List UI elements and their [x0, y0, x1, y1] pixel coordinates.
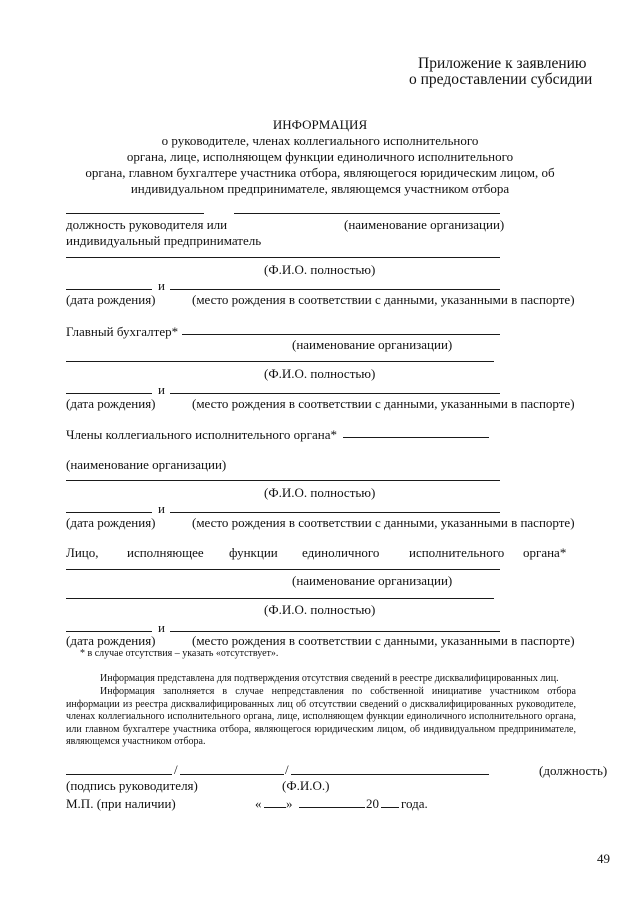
sole-exec-word-2: исполняющее [127, 545, 204, 560]
chief-accountant-birthdate-label: (дата рождения) [66, 396, 156, 411]
appendix-title-line1: Приложение к заявлению [418, 55, 587, 72]
sole-exec-word-3: функции [229, 545, 278, 560]
head-position-label-2: индивидуальный предприниматель [66, 233, 262, 248]
sole-exec-birthplace-field[interactable] [170, 631, 500, 632]
footnote: * в случае отсутствия – указать «отсутствует». [80, 648, 279, 659]
note-paragraph-2: Информация заполняется в случае непредставления по собственной инициативе участником отбора информации из реестра дисквалифицированных лиц об отсутствии сведений о дисквалифицированных руководителе, членах коллегиального исполнительного органа, лице, исполняющем функции единоличного исполнительного органа, или главном бухгалтере участника отбора, являющегося юридическим лицом, об индивидуальном предпринимателе, являющемся участником отбора. [66, 686, 576, 748]
board-members-birthplace-field[interactable] [170, 512, 500, 513]
chief-accountant-org-field[interactable] [182, 334, 500, 335]
form-subtitle-4: индивидуальном предпринимателе, являющемся участником отбора [130, 181, 510, 196]
sole-exec-birthplace-label: (место рождения в соответствии с данными, указанными в паспорте) [192, 633, 575, 648]
date-year-suffix: года. [401, 796, 428, 811]
head-birthdate-label: (дата рождения) [66, 292, 156, 307]
chief-accountant-birthplace-field[interactable] [170, 393, 500, 394]
board-members-fio-label: (Ф.И.О. полностью) [264, 485, 376, 500]
board-members-label: Члены коллегиального исполнительного органа* [66, 427, 338, 442]
head-birthplace-label: (место рождения в соответствии с данными, указанными в паспорте) [192, 292, 575, 307]
head-org-label: (наименование организации) [344, 217, 505, 232]
board-members-org-label: (наименование организации) [66, 457, 227, 472]
head-birthplace-field[interactable] [170, 289, 500, 290]
sole-exec-word-5: исполнительного [409, 545, 505, 560]
position-field[interactable] [291, 774, 489, 775]
board-members-field[interactable] [343, 437, 489, 438]
date-open-quote: « [255, 796, 262, 811]
board-members-org-field[interactable] [66, 480, 500, 481]
signature-slash-2: / [285, 762, 289, 777]
sole-exec-word-6: органа* [523, 545, 567, 560]
page-number: 49 [597, 851, 610, 866]
signature-label: (подпись руководителя) [66, 778, 198, 793]
chief-accountant-birthplace-label: (место рождения в соответствии с данными, указанными в паспорте) [192, 396, 575, 411]
stamp-label: М.П. (при наличии) [66, 796, 176, 811]
chief-accountant-label: Главный бухгалтер* [66, 324, 179, 339]
chief-accountant-fio-field[interactable] [66, 361, 494, 362]
chief-accountant-birthdate-field[interactable] [66, 393, 152, 394]
note-paragraph-1: Информация представлена для подтверждения отсутствия сведений в реестре дисквалифицированных лиц. [100, 673, 559, 684]
form-subtitle-3: органа, главном бухгалтере участника отбора, являющегося юридическим лицом, об [85, 165, 555, 180]
head-fio-label: (Ф.И.О. полностью) [264, 262, 376, 277]
chief-accountant-and: и [158, 382, 165, 397]
sole-exec-birthdate-label: (дата рождения) [66, 633, 156, 648]
sole-exec-and: и [158, 620, 165, 635]
signature-slash-1: / [174, 762, 178, 777]
sole-exec-word-4: единоличного [302, 545, 380, 560]
position-label: (должность) [539, 763, 608, 778]
head-position-field[interactable] [66, 213, 204, 214]
sole-exec-field[interactable] [66, 569, 500, 570]
head-org-field[interactable] [234, 213, 500, 214]
head-birthdate-field[interactable] [66, 289, 152, 290]
fio-field[interactable] [180, 774, 284, 775]
date-close-quote: » [286, 796, 293, 811]
form-subtitle-2: органа, лице, исполняющем функции единоличного исполнительного [126, 149, 514, 164]
form-subtitle-1: о руководителе, членах коллегиального исполнительного [161, 133, 479, 148]
date-year-field[interactable] [381, 807, 399, 808]
chief-accountant-org-label: (наименование организации) [292, 337, 453, 352]
date-year-prefix: 20 [366, 796, 379, 811]
date-day-field[interactable] [264, 807, 286, 808]
sole-exec-word-1: Лицо, [66, 545, 99, 560]
sole-exec-fio-field[interactable] [66, 598, 494, 599]
date-month-field[interactable] [299, 807, 365, 808]
form-heading: ИНФОРМАЦИЯ [272, 117, 368, 132]
head-fio-field[interactable] [66, 257, 500, 258]
head-position-label-1: должность руководителя или [66, 217, 228, 232]
board-members-birthdate-field[interactable] [66, 512, 152, 513]
appendix-title-line2: о предоставлении субсидии [409, 71, 593, 88]
board-members-birthplace-label: (место рождения в соответствии с данными, указанными в паспорте) [192, 515, 575, 530]
sole-exec-fio-label: (Ф.И.О. полностью) [264, 602, 376, 617]
sole-exec-org-label: (наименование организации) [292, 573, 453, 588]
fio-label: (Ф.И.О.) [282, 778, 330, 793]
board-members-and: и [158, 501, 165, 516]
sole-exec-birthdate-field[interactable] [66, 631, 152, 632]
board-members-birthdate-label: (дата рождения) [66, 515, 156, 530]
signature-field[interactable] [66, 774, 172, 775]
head-and: и [158, 278, 165, 293]
chief-accountant-fio-label: (Ф.И.О. полностью) [264, 366, 376, 381]
